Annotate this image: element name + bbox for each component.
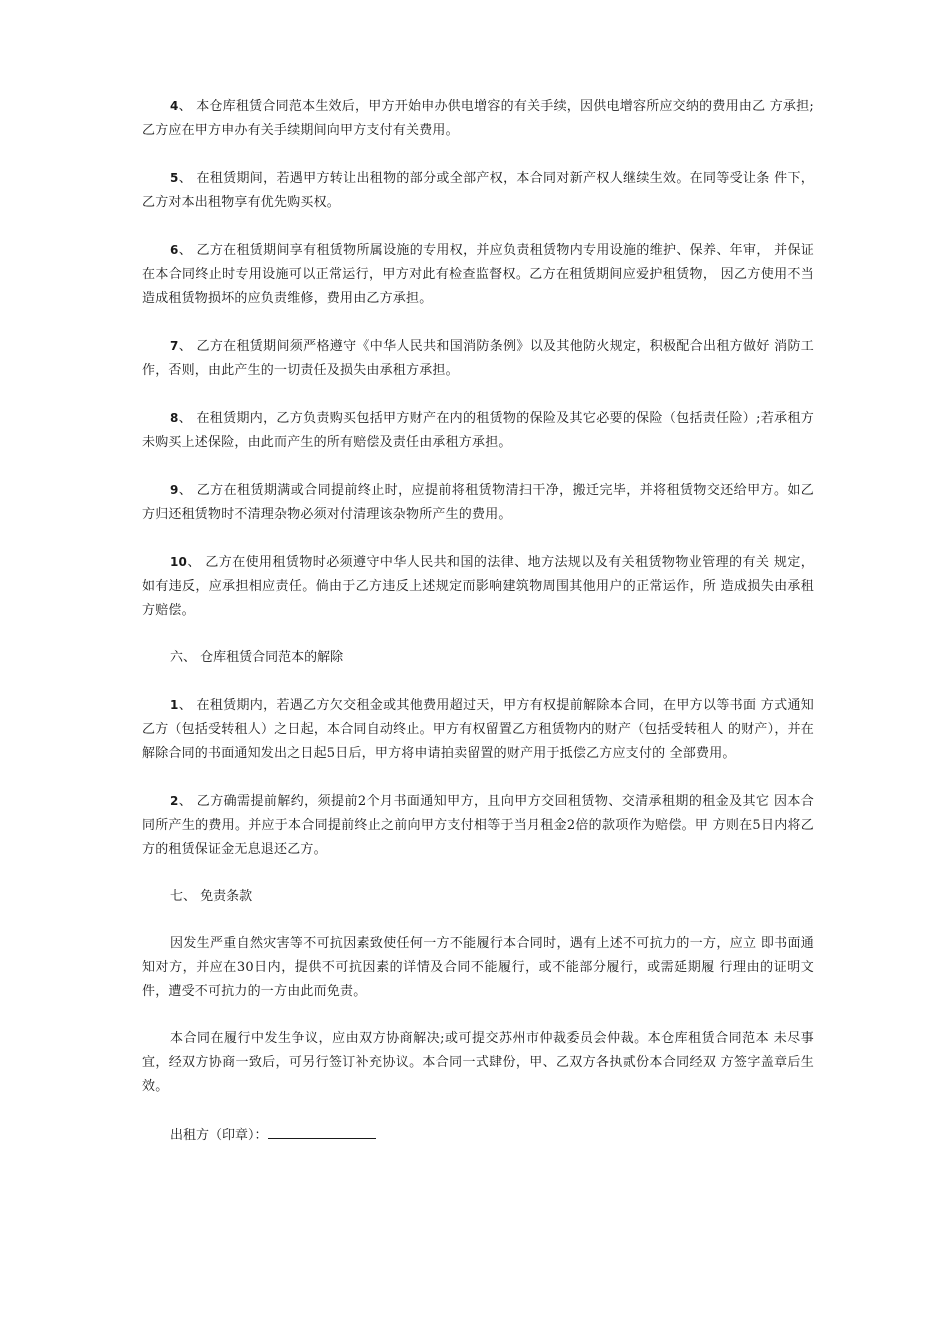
clause-text: 、 乙方确需提前解约，须提前2个月书面通知甲方，且向甲方交回租赁物、交清承租期的租金及其它 因本合同所产生的费用。并应于本合同提前终止之前向甲方支付相等于当月租金2倍的款项作为赔偿。甲 方则在5日内将乙方的租赁保证金无息退还乙方。 <box>142 794 814 857</box>
clause-number: 2 <box>170 794 179 808</box>
lessor-signature <box>142 1122 814 1148</box>
clause-text: 、 乙方在租赁期间须严格遵守《中华人民共和国消防条例》以及其他防火规定，积极配合出租方做好 消防工作，否则，由此产生的一切责任及损失由承租方承担。 <box>142 339 814 378</box>
clause-5-7 <box>142 334 814 383</box>
clause-5-9 <box>142 478 814 527</box>
clause-text: 、 在租赁期间，若遇甲方转让出租物的部分或全部产权，本合同对新产权人继续生效。在同等受让条 件下，乙方对本出租物享有优先购买权。 <box>142 171 814 210</box>
clause-6-2 <box>142 789 814 862</box>
clause-number: 4 <box>170 99 179 113</box>
clause-number: 7 <box>170 339 179 353</box>
clause-5-10 <box>142 550 814 623</box>
contract-page <box>142 94 814 1148</box>
clause-number: 9 <box>170 483 179 497</box>
signature-blank-line[interactable] <box>268 1122 376 1139</box>
section-7-heading: 七、 免责条款 <box>170 889 253 904</box>
clause-text: 、 乙方在使用租赁物时必须遵守中华人民共和国的法律、地方法规以及有关租赁物物业管理的有关 规定，如有违反，应承担相应责任。倘由于乙方违反上述规定而影响建筑物周围其他用户的正常运作，所 造成损失由承租方赔偿。 <box>142 555 814 618</box>
dispute-closing-paragraph: 本合同在履行中发生争议，应由双方协商解决;或可提交苏州市仲裁委员会仲裁。本仓库租赁合同范本 未尽事宜，经双方协商一致后，可另行签订补充协议。本合同一式肆份，甲、乙双方各执贰份本合同经双 方签字盖章后生效。 <box>142 1031 814 1094</box>
signature-label: 出租方（印章）： <box>170 1128 268 1143</box>
clause-text: 、 在租赁期内，若遇乙方欠交租金或其他费用超过天，甲方有权提前解除本合同，在甲方以等书面 方式通知乙方（包括受转租人）之日起，本合同自动终止。甲方有权留置乙方租赁物内的财产（包括受转租人 的财产），并在解除合同的书面通知发出之日起5日后，甲方将申请拍卖留置的财产用于抵偿乙方应支付的 全部费用。 <box>142 698 814 761</box>
clause-6-1 <box>142 693 814 766</box>
clause-text: 、 乙方在租赁期间享有租赁物所属设施的专用权，并应负责租赁物内专用设施的维护、保养、年审， 并保证在本合同终止时专用设施可以正常运行，甲方对此有检查监督权。乙方在租赁期间应爱护租赁物， 因乙方使用不当造成租赁物损坏的应负责维修，费用由乙方承担。 <box>142 243 814 306</box>
clause-5-5 <box>142 166 814 215</box>
force-majeure-paragraph: 因发生严重自然灾害等不可抗因素致使任何一方不能履行本合同时，遇有上述不可抗力的一方，应立 即书面通知对方，并应在30日内，提供不可抗因素的详情及合同不能履行，或不能部分履行，或需延期履 行理由的证明文件，遭受不可抗力的一方由此而免责。 <box>142 936 814 999</box>
clause-text: 、 本仓库租赁合同范本生效后，甲方开始申办供电增容的有关手续，因供电增容所应交纳的费用由乙 方承担;乙方应在甲方申办有关手续期间向甲方支付有关费用。 <box>142 99 814 138</box>
clause-text: 、 乙方在租赁期满或合同提前终止时，应提前将租赁物清扫干净，搬迁完毕，并将租赁物交还给甲方。如乙方归还租赁物时不清理杂物必须对付清理该杂物所产生的费用。 <box>142 483 814 522</box>
clause-5-4 <box>142 94 814 143</box>
clause-5-6 <box>142 238 814 311</box>
clause-number: 1 <box>170 698 179 712</box>
section-6-heading: 六、 仓库租赁合同范本的解除 <box>170 650 344 665</box>
clause-number: 6 <box>170 243 179 257</box>
clause-number: 5 <box>170 171 179 185</box>
clause-number: 10 <box>170 555 188 569</box>
clause-number: 8 <box>170 411 179 425</box>
clause-text: 、 在租赁期内，乙方负责购买包括甲方财产在内的租赁物的保险及其它必要的保险（包括责任险）;若承租方未购买上述保险，由此而产生的所有赔偿及责任由承租方承担。 <box>142 411 814 450</box>
clause-5-8 <box>142 406 814 455</box>
